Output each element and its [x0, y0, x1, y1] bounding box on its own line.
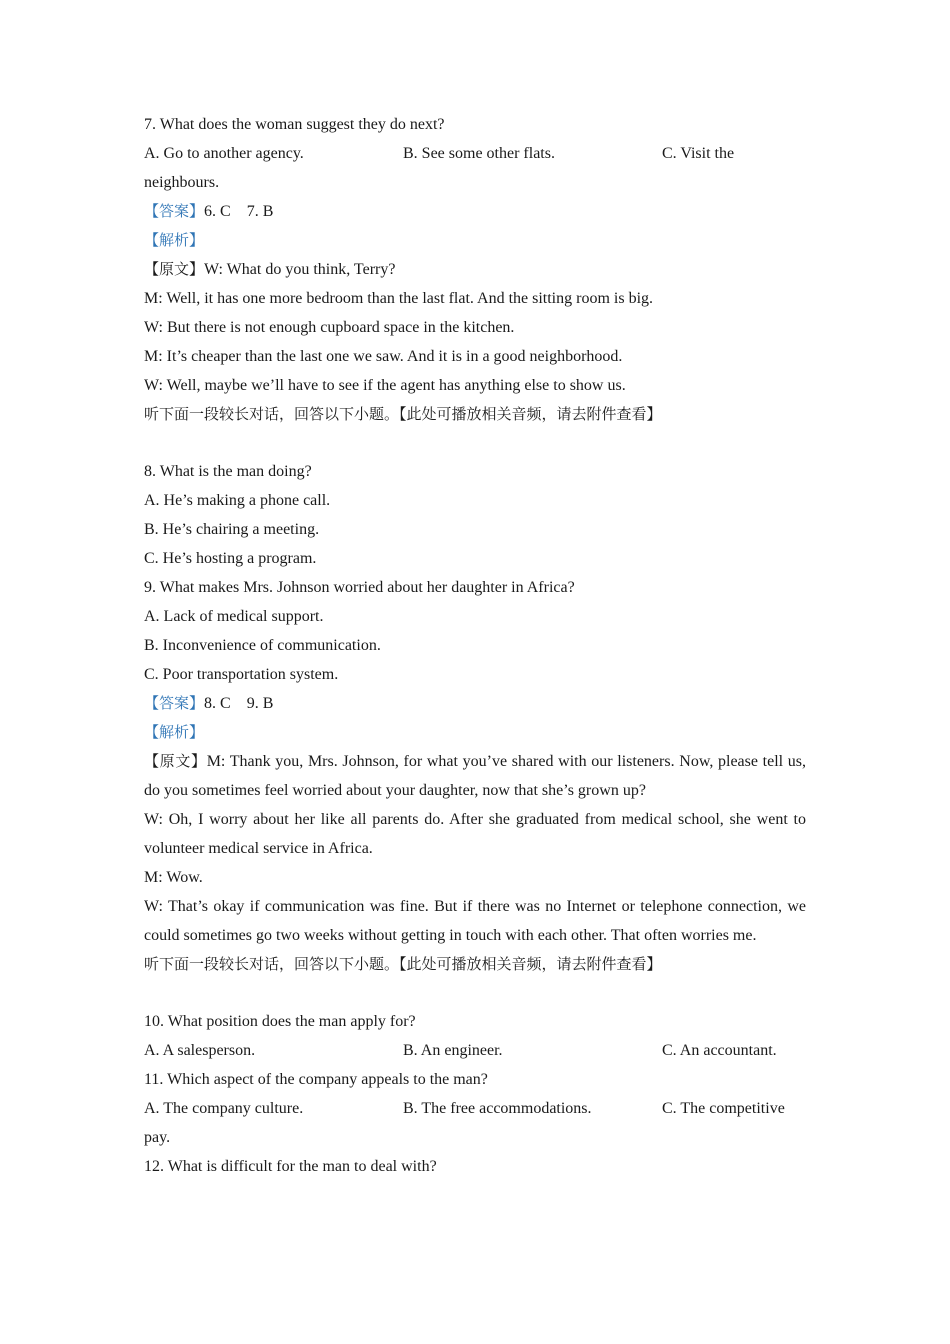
analysis-8-9	[144, 718, 806, 747]
script-1-line-4: W: Well, maybe we’ll have to see if the agent has anything else to show us.	[144, 377, 626, 394]
answer-8-9	[144, 689, 806, 718]
q8-option-a: A. He’s making a phone call.	[144, 492, 331, 509]
answer-tag: 【答案】	[144, 202, 205, 220]
answer-tag: 【答案】	[144, 694, 205, 712]
q9-option-c: C. Poor transportation system.	[144, 666, 339, 683]
q9-option-b: B. Inconvenience of communication.	[144, 637, 381, 654]
q11-option-b: B. The free accommodations.	[403, 1100, 592, 1117]
analysis-tag: 【解析】	[144, 231, 205, 249]
question-7-options	[144, 139, 806, 168]
analysis-tag: 【解析】	[144, 723, 205, 741]
question-10-options	[144, 1036, 806, 1065]
q7-option-c-continued: neighbours.	[144, 174, 220, 191]
q10-option-a: A. A salesperson.	[144, 1042, 256, 1059]
q9-option-a: A. Lack of medical support.	[144, 608, 324, 625]
script-2-line-1: W: Oh, I worry about her like all parents do. After she graduated from medical school, she went to volunteer medical service in Africa.	[144, 811, 806, 857]
q7-option-c: C. Visit the	[662, 145, 735, 162]
q8-option-c: C. He’s hosting a program.	[144, 550, 317, 567]
question-11: 11. Which aspect of the company appeals to the man?	[144, 1071, 488, 1088]
analysis-6-7	[144, 226, 806, 255]
q7-option-b: B. See some other flats.	[403, 145, 555, 162]
answer-text: 8. C 9. B	[204, 695, 274, 712]
listening-instruction: 听下面一段较长对话，回答以下小题。【此处可播放相关音频，请去附件查看】	[144, 405, 662, 423]
script-tag: 【原文】	[144, 752, 207, 770]
answer-6-7	[144, 197, 806, 226]
script-1-line-3: M: It’s cheaper than the last one we saw. And it is in a good neighborhood.	[144, 348, 623, 365]
q10-option-c: C. An accountant.	[662, 1042, 777, 1059]
question-9: 9. What makes Mrs. Johnson worried about her daughter in Africa?	[144, 579, 575, 596]
question-12: 12. What is difficult for the man to deal with?	[144, 1158, 437, 1175]
script-2-line-3: W: That’s okay if communication was fine. But if there was no Internet or telephone connection, we could sometimes go two weeks without getting in touch with each other. That often worries me.	[144, 898, 806, 944]
script-2-line-2: M: Wow.	[144, 869, 203, 886]
spacer	[144, 979, 806, 1007]
question-10: 10. What position does the man apply for?	[144, 1013, 416, 1030]
listening-instruction: 听下面一段较长对话，回答以下小题。【此处可播放相关音频，请去附件查看】	[144, 955, 662, 973]
q10-option-b: B. An engineer.	[403, 1042, 503, 1059]
script-text: M: Thank you, Mrs. Johnson, for what you’ve shared with our listeners. Now, please tell us, do you sometimes feel worried about your daughter, now that she’s grown up?	[144, 753, 806, 799]
q11-option-a: A. The company culture.	[144, 1100, 304, 1117]
spacer	[144, 429, 806, 457]
question-8: 8. What is the man doing?	[144, 463, 312, 480]
question-11-options	[144, 1094, 806, 1123]
script-1-line-1: M: Well, it has one more bedroom than the last flat. And the sitting room is big.	[144, 290, 654, 307]
question-7: 7. What does the woman suggest they do next?	[144, 116, 445, 133]
script-1-line-2: W: But there is not enough cupboard space in the kitchen.	[144, 319, 515, 336]
q11-option-c: C. The competitive	[662, 1100, 785, 1117]
script-text: W: What do you think, Terry?	[204, 261, 396, 278]
answer-text: 6. C 7. B	[204, 203, 274, 220]
q11-option-c-continued: pay.	[144, 1129, 171, 1146]
q7-option-a: A. Go to another agency.	[144, 145, 304, 162]
script-1-line-0	[144, 255, 806, 284]
script-2-line-0	[144, 747, 806, 805]
script-tag: 【原文】	[144, 260, 205, 278]
document-page	[144, 110, 806, 1181]
q8-option-b: B. He’s chairing a meeting.	[144, 521, 320, 538]
